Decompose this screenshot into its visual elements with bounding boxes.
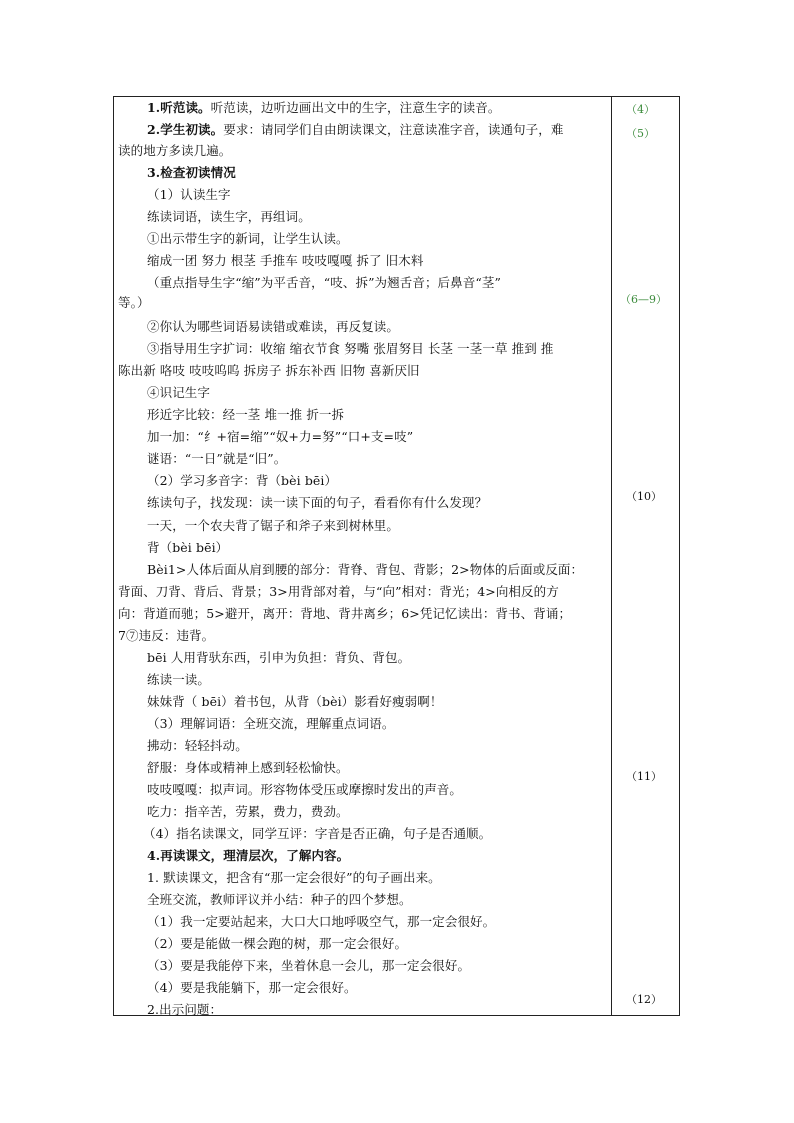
line-body: 要求：请同学们自由朗读课文，注意读准字音，读通句子，难 (223, 122, 564, 137)
time-note: （11） (626, 770, 662, 783)
content-line: Bèi1>人体后面从肩到腰的部分：背脊、背包、背影；2>物体的后面或反面： (147, 562, 584, 577)
content-line: 形近字比较：经一茎 堆一推 折一拆 (147, 407, 345, 422)
content-line: 1. 默读课文，把含有“那一定会很好”的句子画出来。 (147, 870, 441, 885)
content-line: （2）要是能做一棵会跑的树，那一定会很好。 (147, 936, 408, 951)
time-note: （4） (626, 103, 655, 116)
content-line: 妹妹背（ bēi）着书包，从背（bèi）影看好瘦弱啊！ (147, 694, 443, 709)
content-line: ①出示带生字的新词，让学生认读。 (147, 231, 349, 246)
time-note: （6—9） (620, 293, 667, 306)
content-line: （4）指名读课文，同学互评：字音是否正确，句子是否通顺。 (143, 826, 492, 841)
content-line: ④识记生字 (147, 385, 211, 400)
content-line: （3）理解词语：全班交流，理解重点词语。 (147, 716, 395, 731)
content-line: 缩成一团 努力 根茎 手推车 吱吱嘎嘎 拆了 旧木料 (147, 253, 424, 268)
content-line: 全班交流，教师评议并小结：种子的四个梦想。 (147, 892, 412, 907)
content-line: 加一加：“纟+宿=缩”“奴+力=努”“口+支=吱” (147, 429, 414, 444)
content-line: 4.再读课文，理清层次，了解内容。 (147, 848, 350, 863)
time-note: （10） (626, 490, 662, 503)
content-line: （4）要是我能躺下，那一定会很好。 (147, 980, 357, 995)
content-line: 吃力：指辛苦，劳累，费力，费劲。 (147, 804, 349, 819)
content-line: （重点指导生字“缩”为平舌音，“吱、拆”为翘舌音；后鼻音“茎” (147, 275, 501, 290)
content-line: ③指导用生字扩词：收缩 缩衣节食 努嘴 张眉努目 长茎 一茎一草 推到 推 (147, 341, 554, 356)
content-line: 读的地方多读几遍。 (118, 143, 232, 158)
content-line: 谜语：“一日”就是“旧”。 (147, 451, 287, 466)
time-note: （5） (626, 127, 655, 140)
content-line: 练读一读。 (147, 672, 211, 687)
content-line: 7⑦违反：违背。 (118, 628, 215, 643)
content-line: 练读词语，读生字，再组词。 (147, 209, 311, 224)
content-line (147, 100, 500, 116)
content-line: 吱吱嘎嘎：拟声词。形容物体受压或摩擦时发出的声音。 (147, 782, 463, 797)
content-line: 拂动：轻轻抖动。 (147, 738, 248, 753)
content-line: （3）要是我能停下来，坐着休息一会儿，那一定会很好。 (147, 958, 471, 973)
content-line: 3.检查初读情况 (147, 165, 236, 180)
column-divider (611, 97, 612, 1015)
content-line: ②你认为哪些词语易读错或难读，再反复读。 (147, 319, 400, 334)
content-line (147, 122, 563, 138)
content-line: 舒服：身体或精神上感到轻松愉快。 (147, 760, 349, 775)
content-line: 2.出示问题： (147, 1002, 223, 1017)
content-line: （2）学习多音字：背（bèi bēi） (147, 473, 338, 488)
content-line: 背面、刀背、背后、背景；3>用背部对着，与“向”相对：背光；4>向相反的方 (118, 584, 559, 599)
content-line: 练读句子，找发现：读一读下面的句子，看看你有什么发现？ (147, 495, 488, 510)
time-note: （12） (626, 993, 662, 1006)
content-line: 一天，一个农夫背了锯子和斧子来到树林里。 (147, 518, 400, 533)
line-body: 听范读，边听边画出文中的生字，注意生字的读音。 (210, 100, 501, 115)
content-line: （1）我一定要站起来，大口大口地呼吸空气，那一定会很好。 (147, 914, 496, 929)
content-line: 等。） (118, 295, 150, 310)
line-heading: 2.学生初读。 (147, 122, 224, 137)
content-line: bēi 人用背驮东西，引申为负担：背负、背包。 (147, 650, 411, 665)
content-line: 陈出新 咯吱 吱吱呜呜 拆房子 拆东补西 旧物 喜新厌旧 (118, 363, 420, 378)
line-heading: 1.听范读。 (147, 100, 211, 115)
content-line: 背（bèi bēi） (147, 540, 229, 555)
content-line: （1）认读生字 (147, 187, 231, 202)
content-line: 向：背道而驰；5>避开，离开：背地、背井离乡；6>凭记忆读出：背书、背诵； (118, 606, 572, 621)
